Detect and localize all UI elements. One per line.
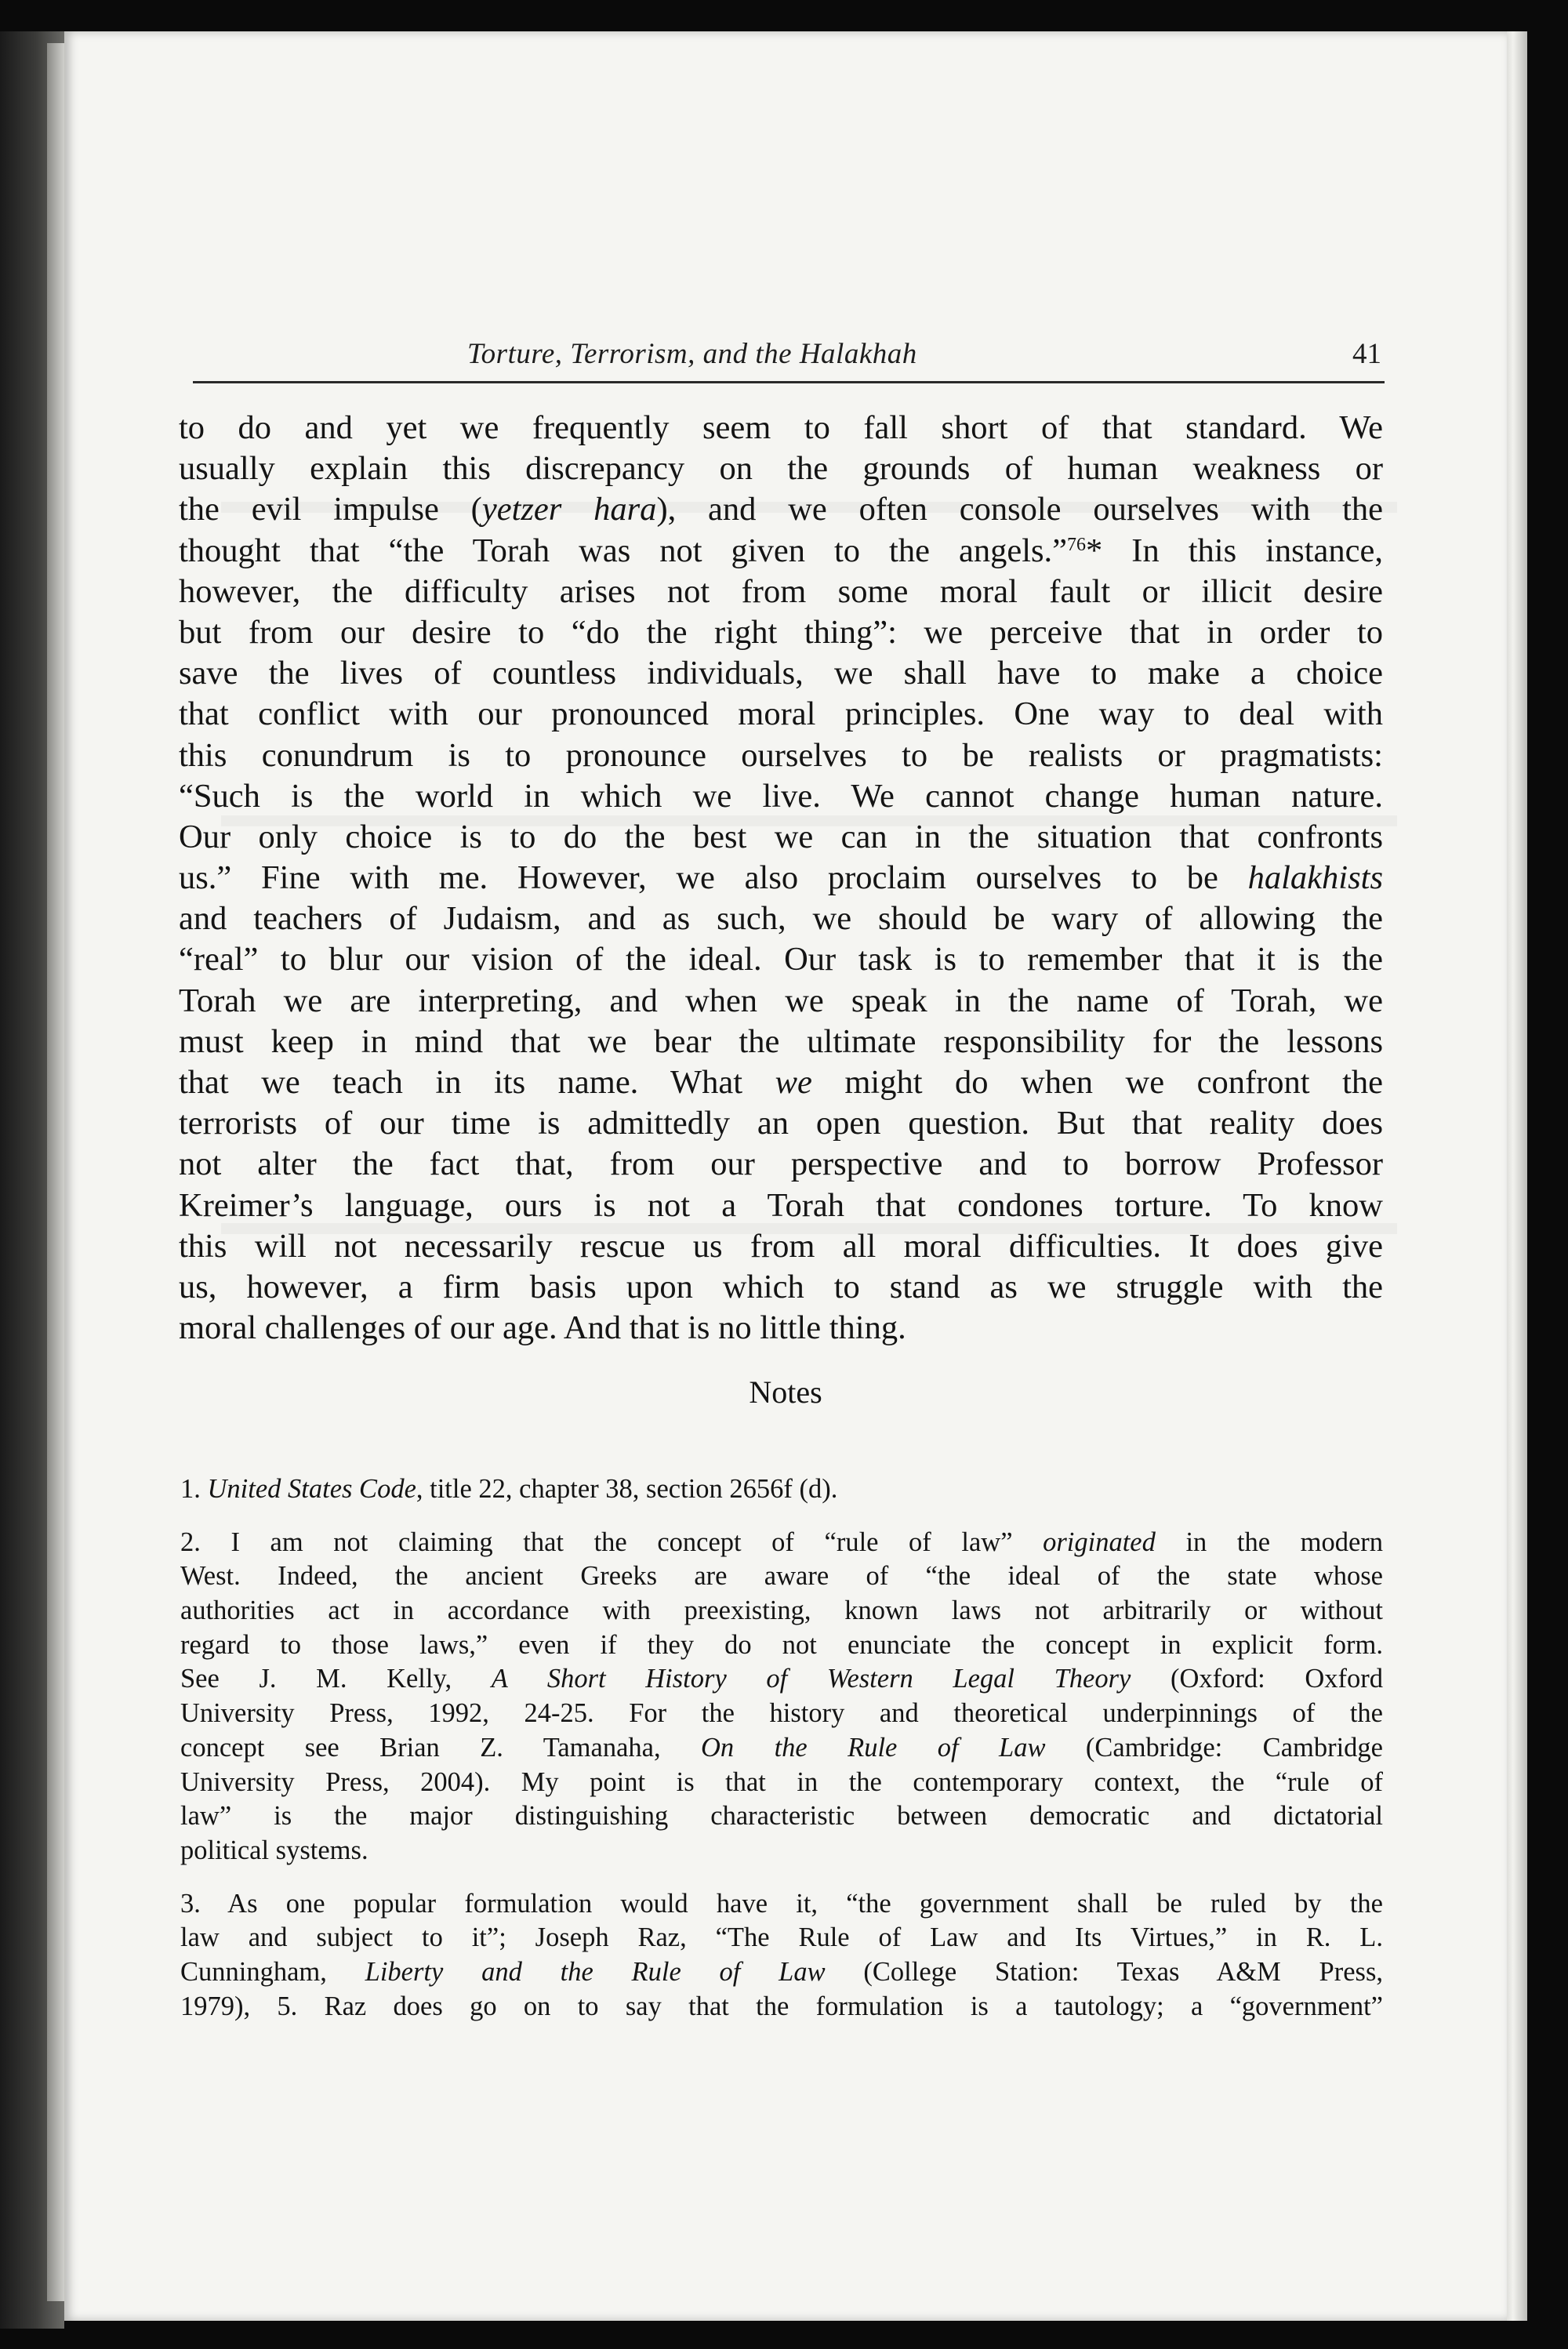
text-line: must keep in mind that we bear the ultimate responsibility for the lessons (179, 1022, 1383, 1060)
text-line: usually explain this discrepancy on the grounds of human weakness or (179, 450, 1383, 488)
note-2-line: political systems. (180, 1835, 368, 1865)
note-2-line: University Press, 1992, 24-25. For the history and theoretical underpinnings of the (180, 1698, 1383, 1729)
text-run: the evil impulse ( (179, 491, 482, 528)
text-run: * In this instance, (1086, 532, 1383, 569)
text-line: moral challenges of our age. And that is no little thing. (179, 1309, 906, 1347)
text-run: See J. M. Kelly, (180, 1664, 492, 1694)
text-line: “Such is the world in which we live. We cannot change human nature. (179, 777, 1383, 815)
note-spacer (180, 1507, 1383, 1526)
text-line: however, the difficulty arises not from some moral fault or illicit desire (179, 572, 1383, 610)
note-2-line (180, 1731, 1383, 1766)
text-line: “real” to blur our vision of the ideal. Our task is to remember that it is the (179, 941, 1383, 978)
text-run: (Oxford: Oxford (1131, 1664, 1383, 1694)
note-2-line: authorities act in accordance with preexisting, known laws not arbitrarily or without (180, 1596, 1383, 1626)
italic-term: halakhists (1247, 859, 1383, 897)
text-line: this will not necessarily rescue us from all moral difficulties. It does give (179, 1227, 1383, 1265)
note-spacer (180, 1868, 1383, 1887)
text-line: not alter the fact that, from our perspective and to borrow Professor (179, 1145, 1383, 1183)
note-number: 1. (180, 1474, 208, 1504)
note-2-line (180, 1662, 1383, 1697)
text-line (179, 531, 1383, 572)
note-1 (180, 1472, 1383, 1507)
text-run: concept see Brian Z. Tamanaha, (180, 1732, 701, 1763)
note-3-line: 1979), 5. Raz does go on to say that the formulation is a tautology; a “government” (180, 1991, 1383, 2021)
text-run: ), and we often console ourselves with the (656, 491, 1383, 528)
text-line: Kreimer’s language, ours is not a Torah that condones torture. To know (179, 1186, 1383, 1224)
notes-heading: Notes (749, 1374, 822, 1410)
footnote-ref[interactable]: 76 (1067, 534, 1087, 555)
text-run: Cunningham, (180, 1956, 365, 1987)
italic-title: A Short History of Western Legal Theory (491, 1664, 1131, 1694)
facing-page-edge (47, 43, 64, 2301)
note-3-line: law and subject to it”; Joseph Raz, “The Rule of Law and Its Virtues,” in R. L. (180, 1922, 1383, 1953)
italic-title: Liberty and the Rule of Law (365, 1956, 826, 1987)
italic-term: originated (1043, 1527, 1156, 1557)
italic-title: On the Rule of Law (701, 1732, 1046, 1763)
note-2-line: University Press, 2004). My point is that in the contemporary context, the “rule of (180, 1766, 1383, 1797)
text-line: and teachers of Judaism, and as such, we should be wary of allowing the (179, 900, 1383, 938)
note-3-line (180, 1955, 1383, 1990)
notes-section (180, 1472, 1383, 2024)
text-run: (Cambridge: Cambridge (1045, 1732, 1383, 1763)
book-page (64, 31, 1507, 2321)
italic-title: United States Code (207, 1474, 416, 1504)
text-line: that conflict with our pronounced moral principles. One way to deal with (179, 695, 1383, 733)
text-line: this conundrum is to pronounce ourselves to be realists or pragmatists: (179, 736, 1383, 774)
running-title: Torture, Terrorism, and the Halakhah (467, 338, 917, 370)
text-run: 2. I am not claiming that the concept of “rule of law” (180, 1527, 1044, 1557)
text-run: in the modern (1155, 1527, 1383, 1557)
text-run: (College Station: Texas A&M Press, (825, 1956, 1383, 1987)
text-line (179, 858, 1383, 899)
text-line: but from our desire to “do the right thing”: we perceive that in order to (179, 613, 1383, 651)
italic-term: we (775, 1064, 812, 1101)
text-run: thought that “the Torah was not given to the angels.” (179, 532, 1068, 569)
text-line: us, however, a firm basis upon which to stand as we struggle with the (179, 1268, 1383, 1305)
text-line (179, 1062, 1383, 1103)
text-line: Our only choice is to do the best we can in the situation that confronts (179, 818, 1383, 855)
note-2-line: West. Indeed, the ancient Greeks are aware of “the ideal of the state whose (180, 1561, 1383, 1592)
note-2-line (180, 1526, 1383, 1560)
text-run: us.” Fine with me. However, we also proclaim ourselves to be (179, 859, 1218, 897)
text-line: Torah we are interpreting, and when we speak in the name of Torah, we (179, 982, 1383, 1019)
note-2-line: law” is the major distinguishing characteristic between democratic and dictatorial (180, 1801, 1383, 1832)
text-line: terrorists of our time is admittedly an open question. But that reality does (179, 1105, 1383, 1142)
page-number: 41 (1352, 338, 1381, 370)
running-head (193, 336, 1385, 383)
italic-term: yetzer hara (481, 491, 657, 528)
text-line (179, 489, 1383, 530)
note-2-line: regard to those laws,” even if they do not enunciate the concept in explicit form. (180, 1629, 1383, 1660)
text-run: that we teach in its name. What (179, 1064, 743, 1101)
text-line: to do and yet we frequently seem to fall short of that standard. We (179, 409, 1383, 446)
text-run: might do when we confront the (811, 1064, 1384, 1101)
text-run: , title 22, chapter 38, section 2656f (d). (416, 1474, 838, 1504)
body-paragraph (179, 408, 1383, 1349)
text-line: save the lives of countless individuals, we shall have to make a choice (179, 655, 1383, 692)
note-3-line: 3. As one popular formulation would have it, “the government shall be ruled by the (180, 1888, 1383, 1919)
book-right-edge (1504, 31, 1527, 2321)
